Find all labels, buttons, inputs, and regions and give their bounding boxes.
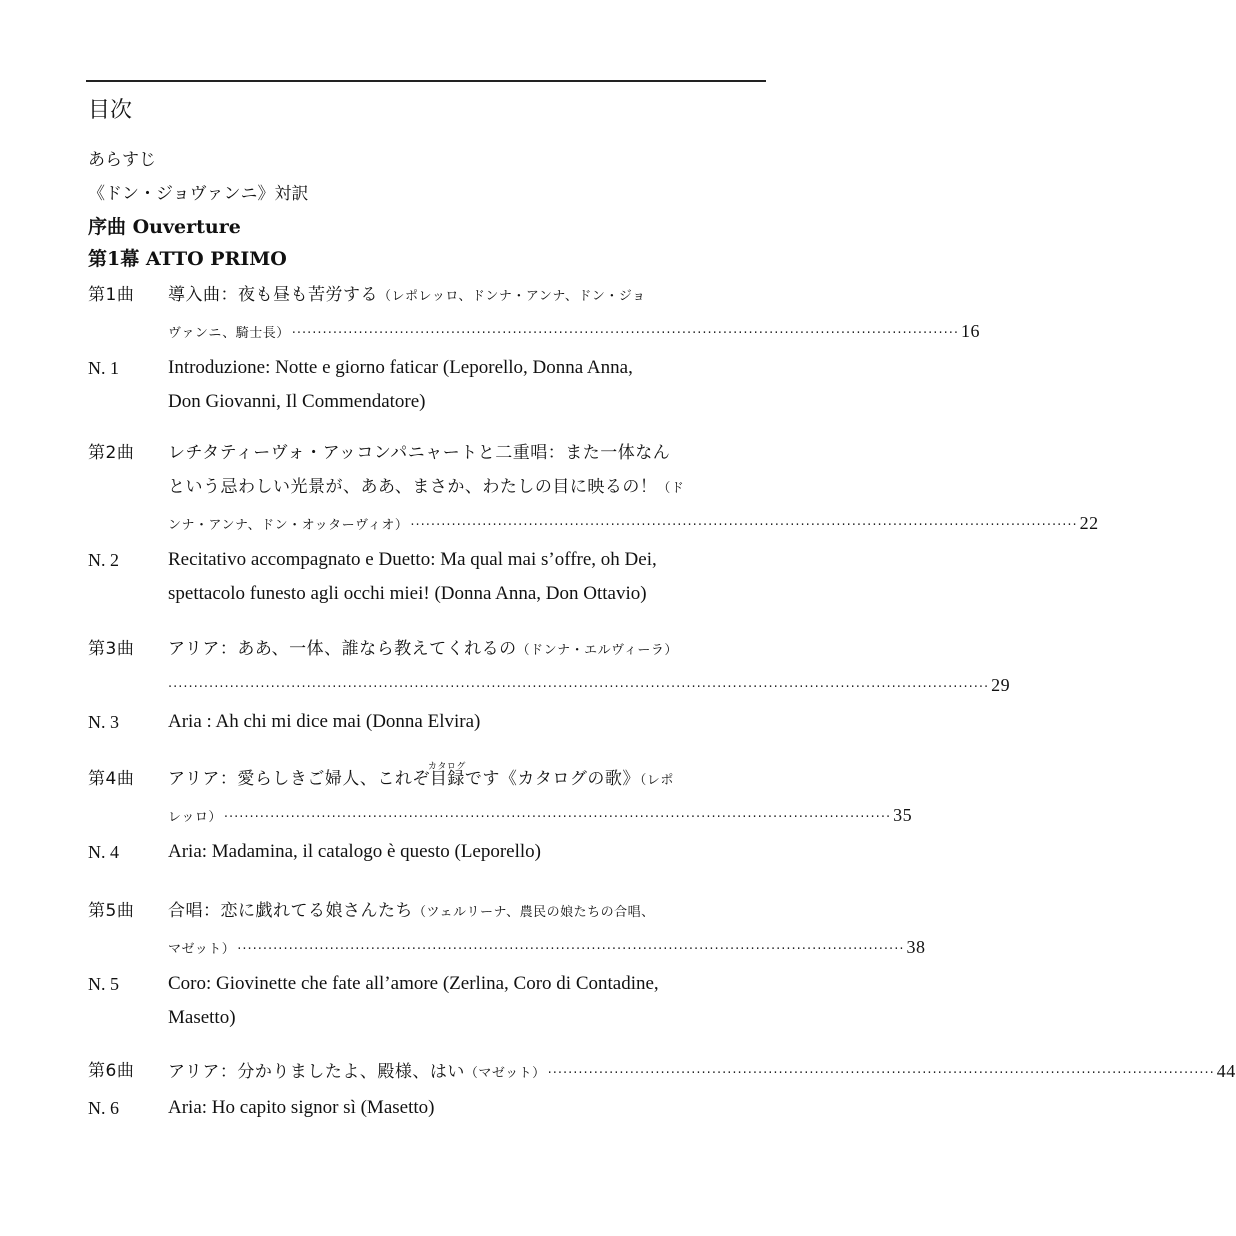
entry-jp-roles-cont: ンナ・アンナ、ドン・オッターヴィオ）: [168, 518, 409, 533]
entry-it-number: N. 2: [88, 550, 119, 570]
ruby-base: 目録: [429, 769, 465, 789]
entry-jp-title-rest: です《カタログの歌》: [464, 769, 640, 789]
entry-jp-title: アリア：愛らしきご婦人、これぞ: [168, 769, 430, 789]
entry-it-title: Recitativo accompagnato e Duetto: Ma qual mai s’offre, oh Dei,: [168, 549, 657, 570]
leader-dots: ··································································································································: [291, 326, 959, 341]
entry-it-title: Aria : Ah chi mi dice mai (Donna Elvira): [168, 711, 481, 732]
entry-it-number: N. 3: [88, 712, 119, 732]
ruby-reading: カタログ: [427, 762, 466, 772]
leader-dots: ································································································································································: [168, 680, 990, 695]
entry-jp-number: 第3曲: [88, 639, 135, 659]
entry-jp-title: 導入曲：夜も昼も苦労する: [168, 285, 378, 305]
leader-dots: ··································································································································: [410, 518, 1078, 533]
entry-it-number: N. 1: [88, 358, 119, 378]
entry-jp-title: 合唱：恋に戯れてる娘さんたち: [168, 901, 413, 921]
entry-it-title: Coro: Giovinette che fate all’amore (Zerlina, Coro di Contadine,: [168, 973, 659, 994]
toc-entry-2[interactable]: [88, 436, 1099, 611]
intro-libretto[interactable]: 《ドン・ジョヴァンニ》対訳: [88, 184, 309, 204]
entry-it-number: N. 6: [88, 1098, 119, 1118]
toc-entry-6[interactable]: [88, 1054, 1236, 1125]
entry-page-number: 44: [1216, 1061, 1236, 1081]
toc-entry-5[interactable]: [88, 894, 926, 1035]
ruby-catalog: [427, 762, 466, 796]
leader-dots: ··································································································································: [547, 1066, 1215, 1081]
entry-jp-roles: （マゼット）: [464, 1066, 546, 1081]
entry-page-number: 29: [991, 675, 1011, 695]
toc-entry-1[interactable]: [88, 278, 980, 419]
toc-entry-4[interactable]: [88, 762, 913, 869]
entry-it-title-cont: Masetto): [168, 1007, 236, 1028]
entry-jp-roles: （レポ: [639, 773, 674, 788]
entry-jp-roles: （ツェルリーナ、農民の娘たちの合唱、: [413, 905, 655, 920]
entry-it-number: N. 4: [88, 842, 119, 862]
entry-it-title-cont: spettacolo funesto agli occhi miei! (Donna Anna, Don Ottavio): [168, 583, 647, 604]
entry-jp-roles: （ド: [657, 481, 685, 496]
entry-jp-title: アリア：分かりましたよ、殿様、はい: [168, 1062, 465, 1082]
entry-jp-number: 第5曲: [88, 901, 135, 921]
entry-jp-title: レチタティーヴォ・アッコンパニャートと二重唱：また一体なん: [168, 443, 671, 463]
entry-it-number: N. 5: [88, 974, 119, 994]
entry-page-number: 16: [960, 321, 980, 341]
entry-jp-title-cont: という忌わしい光景が、ああ、まさか、わたしの目に映るの！: [168, 477, 658, 497]
entry-jp-number: 第2曲: [88, 443, 135, 463]
leader-dots: ··································································································································: [223, 810, 892, 825]
entry-page-number: 38: [906, 937, 926, 957]
entry-jp-number: 第6曲: [88, 1061, 135, 1081]
entry-page-number: 35: [893, 805, 913, 825]
entry-it-title-cont: Don Giovanni, Il Commendatore): [168, 391, 426, 412]
overture-heading[interactable]: 序曲 Ouverture: [88, 216, 241, 238]
act1-heading: 第1幕 ATTO PRIMO: [88, 248, 287, 270]
entry-jp-roles-cont: レッロ）: [168, 810, 222, 825]
toc-entry-3[interactable]: [88, 632, 1011, 739]
entry-page-number: 22: [1079, 513, 1099, 533]
entry-it-title: Aria: Ho capito signor sì (Masetto): [168, 1097, 435, 1118]
entry-jp-roles-cont: ヴァンニ、騎士長）: [168, 326, 290, 341]
entry-jp-roles: （ドンナ・エルヴィーラ）: [516, 643, 678, 658]
entry-jp-number: 第1曲: [88, 285, 135, 305]
entry-jp-roles: （レポレッロ、ドンナ・アンナ、ドン・ジョ: [378, 289, 646, 304]
entry-jp-title: アリア：ああ、一体、誰なら教えてくれるの: [168, 639, 517, 659]
entry-jp-roles-cont: マゼット）: [168, 942, 236, 957]
entry-jp-number: 第4曲: [88, 769, 135, 789]
leader-dots: ··································································································································: [237, 942, 905, 957]
intro-synopsis[interactable]: あらすじ: [88, 150, 156, 170]
page-title: 目次: [88, 98, 133, 123]
entry-it-title: Aria: Madamina, il catalogo è questo (Leporello): [168, 841, 542, 862]
top-rule: [86, 80, 766, 82]
entry-it-title: Introduzione: Notte e giorno faticar (Leporello, Donna Anna,: [168, 357, 633, 378]
